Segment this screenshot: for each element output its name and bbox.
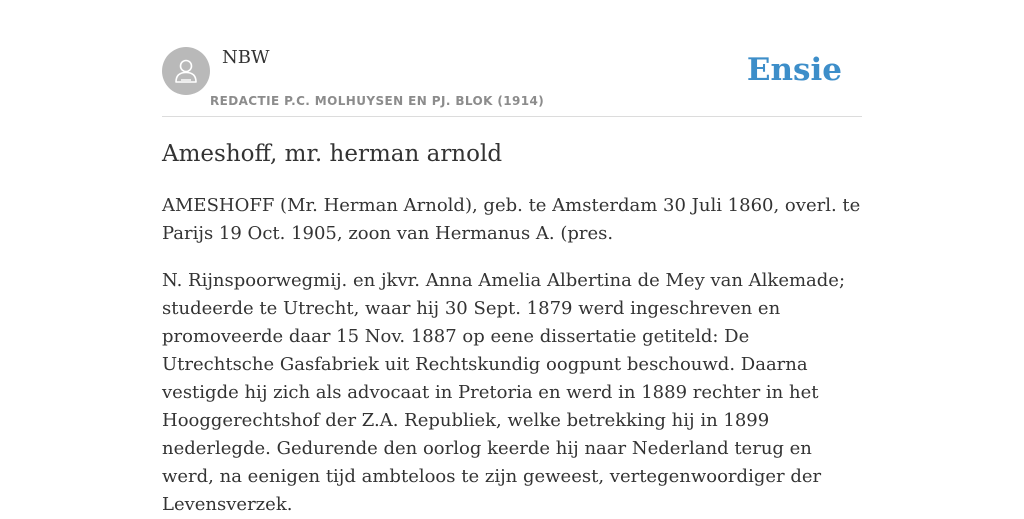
page-header — [162, 0, 862, 117]
article-paragraph: AMESHOFF (Mr. Herman Arnold), geb. te Amsterdam 30 Juli 1860, overl. te Parijs 19 Oct. 1905, zoon van Hermanus A. (pres. — [162, 195, 861, 244]
source-subtitle: REDACTIE P.C. MOLHUYSEN EN PJ. BLOK (1914) — [210, 94, 545, 108]
page-title: Ameshoff, mr. herman arnold — [162, 141, 503, 167]
author-name[interactable]: NBW — [222, 47, 270, 68]
article-paragraph: N. Rijnspoorwegmij. en jkvr. Anna Amelia Albertina de Mey van Alkemade; studeerde te Utrecht, waar hij 30 Sept. 1879 werd ingeschreven en promoveerde daar 15 Nov. 1887 op eene dissertatie getiteld: De Utrechtsche Gasfabriek uit Rechtskundig oogpunt beschouwd. Daarna vestigde hij zich als advocaat in Pretoria en werd in 1889 rechter in het Hooggerechtshof der Z.A. Republiek, welke betrekking hij in 1899 nederlegde. Gedurende den oorlog keerde hij naar Nederland terug en werd, na eenigen tijd ambteloos te zijn geweest, vertegenwoordiger der Levensverzek. — [162, 270, 846, 515]
user-icon — [171, 56, 201, 86]
page-container — [162, 0, 862, 515]
brand-logo[interactable]: Ensie — [746, 52, 842, 88]
avatar[interactable] — [162, 47, 210, 95]
